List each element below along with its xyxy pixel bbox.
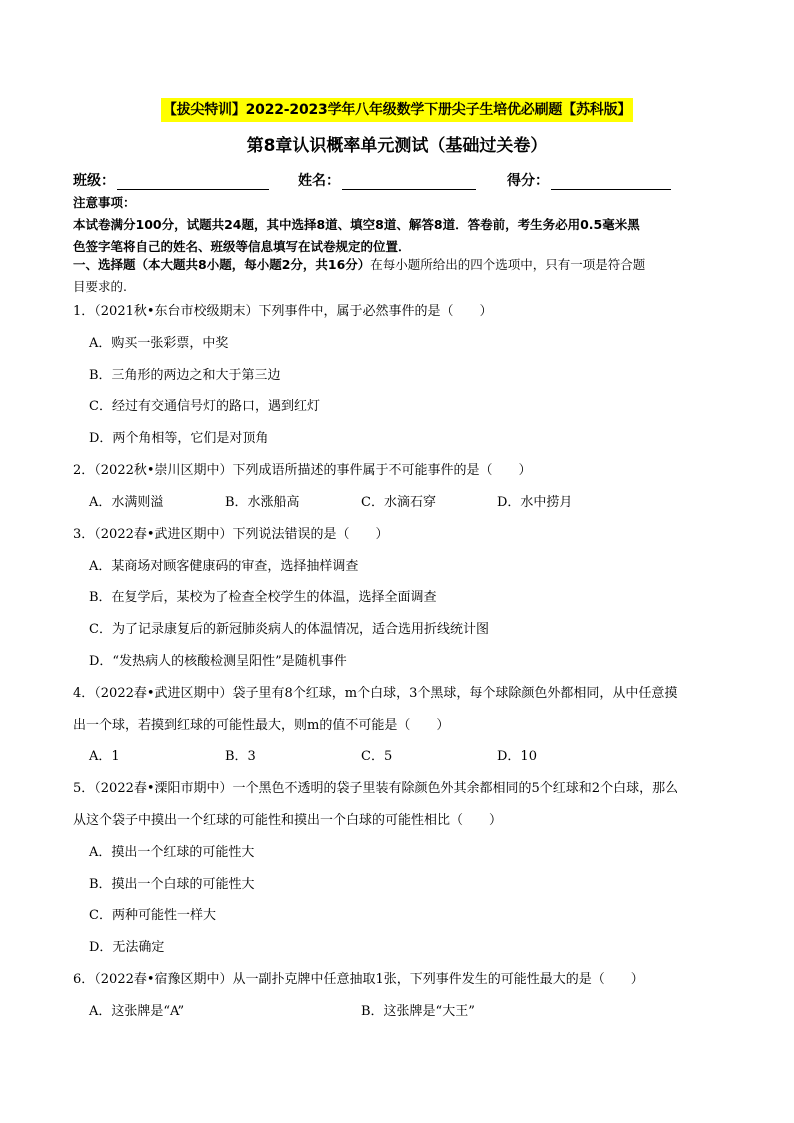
score-label: 得分： <box>507 173 549 189</box>
notes-line-1: 本试卷满分100分，试题共24题，其中选择8道、填空8道、解答8道．答卷前，考生务必用0.5毫米黑 <box>73 217 640 232</box>
question-5-option-d[interactable]: D．无法确定 <box>89 940 165 955</box>
question-3-stem: 3．（2022春•武进区期中）下列说法错误的是（ ） <box>73 527 389 542</box>
question-4-option-c[interactable]: C．5 <box>361 749 393 764</box>
question-1-option-d[interactable]: D．两个角相等，它们是对顶角 <box>89 431 269 446</box>
section-heading <box>73 254 728 298</box>
question-5-option-c[interactable]: C．两种可能性一样大 <box>89 908 216 923</box>
question-4-stem-line-2: 出一个球，若摸到红球的可能性最大，则m的值不可能是（ ） <box>73 718 450 733</box>
question-2-option-c[interactable]: C．水滴石穿 <box>361 495 436 510</box>
question-4-stem-line-1: 4．（2022春•武进区期中）袋子里有8个红球，m个白球，3个黑球，每个球除颜色外都相同，从中任意摸 <box>73 686 678 701</box>
question-3-option-c[interactable]: C．为了记录康复后的新冠肺炎病人的体温情况，适合选用折线统计图 <box>89 622 489 637</box>
question-6-stem: 6．（2022春•宿豫区期中）从一副扑克牌中任意抽取1张，下列事件发生的可能性最大的是（ ） <box>73 972 644 987</box>
question-2-option-d[interactable]: D．水中捞月 <box>497 495 573 510</box>
score-field <box>507 170 671 190</box>
question-6-option-b[interactable]: B．这张牌是“大王” <box>361 1004 475 1019</box>
notes-line-2: 色签字笔将自己的姓名、班级等信息填写在试卷规定的位置． <box>73 239 411 254</box>
page-title: 第8章认识概率单元测试（基础过关卷） <box>246 136 548 156</box>
question-3-option-b[interactable]: B．在复学后，某校为了检查全校学生的体温，选择全面调查 <box>89 590 437 605</box>
question-5-option-a[interactable]: A．摸出一个红球的可能性大 <box>89 845 255 860</box>
question-5-stem-line-1: 5．（2022春•溧阳市期中）一个黑色不透明的袋子里装有除颜色外其余都相同的5个红球和2个白球，那么 <box>73 781 679 796</box>
question-2-stem: 2．（2022秋•崇川区期中）下列成语所描述的事件属于不可能事件的是（ ） <box>73 463 532 478</box>
question-4-option-b[interactable]: B．3 <box>225 749 256 764</box>
student-info-row <box>73 170 713 192</box>
section-rest-text: 在每小题所给出的四个选项中，只有一项是符合题 <box>370 257 646 272</box>
notes-heading: 注意事项： <box>73 195 136 210</box>
class-blank[interactable] <box>117 173 269 190</box>
question-1-option-b[interactable]: B．三角形的两边之和大于第三边 <box>89 368 281 383</box>
class-field <box>73 170 269 190</box>
question-1-stem: 1．（2021秋•东台市校级期末）下列事件中，属于必然事件的是（ ） <box>73 304 493 319</box>
question-6-option-a[interactable]: A．这张牌是“A” <box>89 1004 185 1019</box>
question-3-option-a[interactable]: A．某商场对顾客健康码的审查，选择抽样调查 <box>89 559 359 574</box>
section-bold-text: 一、选择题（本大题共8小题，每小题2分，共16分） <box>73 257 371 272</box>
name-field <box>298 170 476 190</box>
name-label: 姓名： <box>298 173 340 189</box>
question-4-option-d[interactable]: D．10 <box>497 749 537 764</box>
question-5-stem-line-2: 从这个袋子中摸出一个红球的可能性和摸出一个白球的可能性相比（ ） <box>73 813 503 828</box>
header-banner: 【拔尖特训】2022-2023学年八年级数学下册尖子生培优必刷题【苏科版】 <box>161 98 633 122</box>
question-1-option-a[interactable]: A．购买一张彩票，中奖 <box>89 336 229 351</box>
class-label: 班级： <box>73 173 115 189</box>
header <box>0 98 794 122</box>
name-blank[interactable] <box>342 173 476 190</box>
notes-block <box>73 192 723 258</box>
section-line-2: 目要求的. <box>73 279 127 294</box>
question-5-option-b[interactable]: B．摸出一个白球的可能性大 <box>89 877 255 892</box>
question-2-option-a[interactable]: A．水满则溢 <box>89 495 164 510</box>
question-2-option-b[interactable]: B．水涨船高 <box>225 495 300 510</box>
question-1-option-c[interactable]: C．经过有交通信号灯的路口，遇到红灯 <box>89 399 320 414</box>
score-blank[interactable] <box>551 173 671 190</box>
question-4-option-a[interactable]: A．1 <box>89 749 120 764</box>
question-3-option-d[interactable]: D．“发热病人的核酸检测呈阳性”是随机事件 <box>89 654 347 669</box>
